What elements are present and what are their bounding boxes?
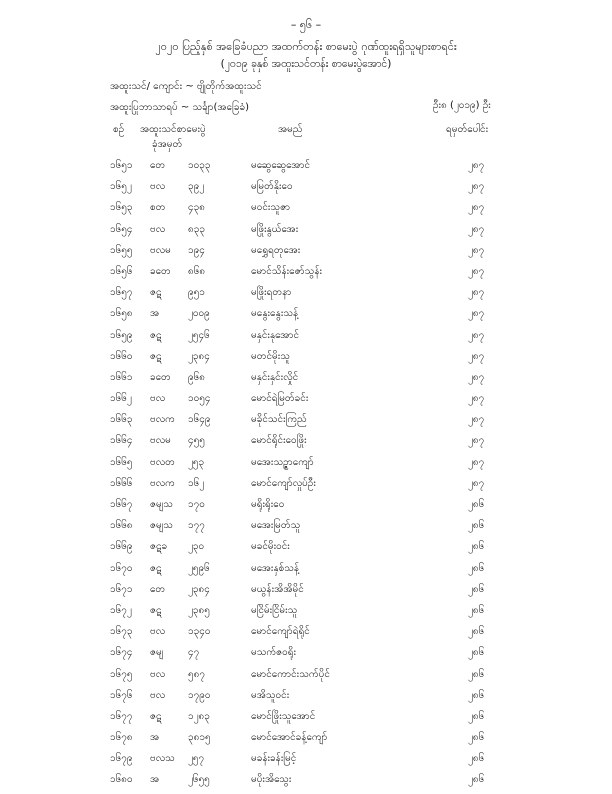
table-row [0, 624, 612, 645]
exam-number: ၄၃၈ [188, 202, 205, 214]
exam-number: ၁၇၀ [188, 499, 205, 510]
table-row [0, 518, 612, 539]
table-row [0, 349, 612, 370]
table-row [0, 158, 612, 179]
student-name: မနှင်းနှင်းလှိုင် [251, 371, 299, 383]
exam-code: ဗလ [150, 626, 166, 638]
row-number: ၁၆၇၄ [110, 647, 133, 659]
table-row [0, 603, 612, 624]
total-marks: ၂၈၆ [468, 689, 485, 701]
row-number: ၁၆၅၄ [110, 223, 133, 235]
row-number: ၁၆၅၉ [110, 329, 133, 341]
row-number: ၁၆၅၆ [110, 265, 133, 277]
exam-number: ၂၃၈၅ [188, 604, 210, 616]
exam-code: စတ [150, 202, 166, 214]
exam-number: ၉၆၈ [188, 371, 205, 383]
exam-code: ဇဋခ [150, 541, 168, 553]
student-name: မဖြိုးရတနာ [251, 287, 292, 299]
student-name: မအေးနှစ်သန့် [251, 562, 300, 574]
column-header-exam-line2: ခုံအမှတ် [152, 139, 183, 150]
student-name: မပိုးအိသွေး [251, 774, 292, 786]
student-name: မောင်ကောင်းသက်ပိုင် [251, 668, 330, 680]
exam-number: ၉၅၁ [188, 287, 205, 299]
table-row [0, 222, 612, 243]
exam-code: ဗလမ [150, 244, 171, 256]
exam-number: ၁၆၄၉ [188, 414, 211, 426]
column-header-exam-line1: အထူးသင်စာမေးပွဲ [140, 124, 206, 135]
total-marks: ၂၈၆ [468, 774, 485, 786]
student-name: မယွန်းအိအိမိုင် [251, 583, 304, 595]
student-name: မောင်သိန်းဇော်သွန်း [251, 265, 323, 277]
total-marks: ၂၈၆ [468, 626, 485, 638]
student-name: မအေးသဉ္ဇာကျော် [251, 456, 314, 468]
exam-number: ၂၆၅၅ [188, 774, 210, 786]
results-list [0, 158, 612, 794]
table-row [0, 476, 612, 497]
row-number: ၁၆၆၃ [110, 414, 133, 426]
column-header-marks: ရမှတ်ပေါင်း [446, 124, 489, 135]
row-number: ၁၆၇၇ [110, 710, 133, 722]
table-row [0, 561, 612, 582]
row-number: ၁၆၆၀ [110, 350, 133, 362]
exam-code: ဗလက [150, 414, 175, 426]
total-marks: ၂၈၇ [468, 160, 485, 171]
exam-number: ၂၅၄၆ [188, 329, 210, 341]
total-marks: ၂၈၆ [468, 753, 485, 765]
total-marks: ၂၈၇ [468, 265, 485, 277]
exam-number: ၂၅၇ [188, 753, 205, 765]
total-marks: ၂၈၇ [468, 477, 485, 489]
total-marks: ၂၈၆ [468, 647, 485, 659]
row-number: ၁၆၆၁ [110, 371, 133, 383]
table-row [0, 772, 612, 793]
total-marks: ၂၈၇ [468, 371, 485, 383]
column-header-name: အမည် [278, 124, 303, 135]
total-marks: ၂၈၆ [468, 499, 485, 510]
exam-number: ၁၃၄၀ [188, 626, 211, 638]
table-row [0, 243, 612, 264]
table-row [0, 328, 612, 349]
exam-number: ၁၉၄ [188, 244, 205, 256]
student-name: မဆွေဆွေအောင် [251, 160, 311, 171]
student-name: မသက်ဇဝရိုး [251, 647, 297, 659]
school-line: အထူးသင်/ ကျောင်း ~ ဗျိုတိုက်အထူးသင် [110, 81, 262, 92]
student-name: မမြတ်နိုးဝေ [251, 181, 293, 193]
page-number: – ၅၆ – [290, 18, 322, 31]
exam-number: ၁၇၇ [188, 520, 205, 532]
total-marks: ၂၈၇ [468, 350, 485, 362]
student-name: မနွေးနွေးသန့် [251, 308, 299, 320]
row-number: ၁၆၆၇ [110, 499, 133, 510]
total-marks: ၂၈၆ [468, 562, 485, 574]
exam-number: ၄၇ [188, 647, 200, 659]
subject-line: အထူးပြုဘာသာရပ် ~ သင်္ချာ(အခြေခံ) [110, 102, 249, 113]
row-number: ၁၆၇၁ [110, 583, 133, 595]
table-row [0, 412, 612, 433]
row-number: ၁၆၈၀ [110, 774, 133, 786]
exam-number: ၅၈၇ [188, 668, 205, 680]
total-marks: ၂၈၆ [468, 520, 485, 532]
row-number: ၁၆၆၆ [110, 477, 133, 489]
total-marks: ၂၈၇ [468, 202, 485, 214]
exam-number: ၃၈၁၅ [188, 732, 211, 744]
exam-code: ဗလတ [150, 456, 175, 468]
table-row [0, 751, 612, 772]
exam-number: ၂၅၃ [188, 456, 205, 468]
total-marks: ၂၈၆ [468, 583, 485, 595]
row-number: ၁၆၇၀ [110, 562, 133, 574]
table-row [0, 539, 612, 560]
exam-code: ခတေ [150, 265, 171, 277]
exam-code: ဇမျသ [150, 520, 173, 532]
exam-code: ဗလ [150, 668, 166, 680]
student-name: မဝင်းသူဇာ [251, 202, 291, 214]
table-row [0, 688, 612, 709]
exam-number: ၈၆၈ [188, 265, 206, 277]
exam-code: ဗလ [150, 689, 166, 701]
table-row [0, 370, 612, 391]
row-number: ၁၆၆၈ [110, 520, 133, 532]
table-row [0, 645, 612, 666]
student-name: မရွှေရတုအေး [251, 244, 301, 256]
row-number: ၁၆၆၉ [110, 541, 133, 553]
student-name: မောင်ကျော်လှုပ်ဦး [251, 477, 316, 489]
table-row [0, 582, 612, 603]
student-name: မခန်းခန်းမြင့် [251, 753, 297, 765]
exam-code: ဇဋ [150, 329, 162, 341]
row-number: ၁၆၆၂ [110, 393, 132, 405]
total-marks: ၂၈၇ [468, 435, 485, 447]
student-name: မောင်ရိုင်းဝေဖြိုး [251, 435, 307, 447]
table-row [0, 497, 612, 518]
exam-number: ၄၅၅ [188, 435, 205, 447]
table-row [0, 433, 612, 454]
row-number: ၁၆၅၅ [110, 244, 133, 256]
row-number: ၁၆၇၉ [110, 753, 133, 765]
student-name: မောင်အောင်ခန့်ကျော် [251, 732, 328, 744]
exam-code: တေ [150, 583, 166, 595]
exam-number: ၈၃၃ [188, 223, 205, 235]
exam-number: ၁၂၈၃ [188, 710, 210, 722]
row-number: ၁၆၇၈ [110, 732, 133, 744]
table-row [0, 667, 612, 688]
exam-number: ၁၇၉၀ [188, 689, 211, 701]
total-marks: ၂၈၇ [468, 414, 485, 426]
exam-code: တေ [150, 160, 166, 171]
exam-number: ၂၅၉၆ [188, 562, 210, 574]
exam-code: ဗလ [150, 393, 166, 405]
total-marks: ၂၈၇ [468, 287, 485, 299]
student-name: မရိုးရိုးဝေ [251, 499, 285, 510]
row-number: ၁၆၅၈ [110, 308, 133, 320]
student-name: မအိသူဝင်း [251, 689, 290, 701]
table-row [0, 730, 612, 751]
student-name: မအေးမြတ်သူ [251, 520, 301, 532]
total-marks: ၂၈၇ [468, 181, 485, 193]
total-marks: ၂၈၇ [468, 223, 485, 235]
total-marks: ၂၈၇ [468, 308, 485, 320]
exam-code: ဗလက [150, 477, 175, 489]
total-marks: ၂၈၆ [468, 710, 485, 722]
student-name: မခိုင်သင်းကြည် [251, 414, 307, 426]
exam-number: ၂၃၈၄ [188, 350, 210, 362]
exam-code: ဗလသ [150, 753, 175, 765]
exam-number: ၁၀၅၄ [188, 393, 211, 405]
total-marks: ၂၈၆ [468, 668, 485, 680]
student-name: မနှင်းနုအောင် [251, 329, 300, 341]
total-marks: ၂၈၇ [468, 393, 485, 405]
table-row [0, 709, 612, 730]
table-row [0, 306, 612, 327]
row-number: ၁၆၇၅ [110, 668, 133, 680]
exam-code: ဇမျ [150, 647, 164, 659]
row-number: ၁၆၇၃ [110, 626, 133, 638]
row-number: ၁၆၅၂ [110, 181, 132, 193]
student-name: မတင်မိုးသူ [251, 350, 290, 362]
student-name: မောင်ကျော်ရဲရိုင် [251, 626, 310, 638]
exam-code: ဇဋ [150, 287, 162, 299]
exam-code: ဇဋ [150, 562, 162, 574]
row-number: ၁၆၇၆ [110, 689, 133, 701]
total-marks: ၂၈၇ [468, 244, 485, 256]
row-number: ၁၆၅၁ [110, 160, 133, 171]
row-number: ၁၆၆၅ [110, 456, 133, 468]
exam-code: ခတေ [150, 371, 171, 383]
exam-code: အ [150, 732, 160, 744]
table-row [0, 200, 612, 221]
exam-number: ၂၃၀ [188, 541, 205, 553]
total-marks: ၂၈၇ [468, 456, 485, 468]
exam-code: အ [150, 308, 160, 320]
column-header-no: စဉ် [113, 124, 125, 135]
student-name: မောင်ဖြိုးသူအောင် [251, 710, 316, 722]
student-name: မဖြိုးနွယ်အေး [251, 223, 299, 235]
exam-number: ၂၀၀၉ [188, 308, 210, 320]
exam-code: အ [150, 774, 160, 786]
table-row [0, 285, 612, 306]
total-marks: ၂၈၇ [468, 329, 485, 341]
table-row [0, 455, 612, 476]
count-line: ဦး၈ (၂၀၁၉) ဦး [433, 100, 491, 111]
document-subtitle: (၂၀၁၉ ခုနှစ် အထူးသင်တန်း စာမေးပွဲအောင်) [220, 58, 392, 70]
exam-code: ဗလ [150, 181, 166, 193]
student-name: မခင်မိုးဝင်း [251, 541, 290, 553]
exam-number: ၂၃၈၄ [188, 583, 210, 595]
exam-number: ၁၀၃၃ [188, 160, 211, 171]
exam-code: ဇဋ [150, 710, 162, 722]
student-name: မောင်ရဲမြတ်ခင်း [251, 393, 309, 405]
row-number: ၁၆၅၃ [110, 202, 133, 214]
row-number: ၁၆၆၄ [110, 435, 133, 447]
total-marks: ၂၈၆ [468, 732, 485, 744]
exam-number: ၁၆၂ [188, 477, 205, 489]
total-marks: ၂၈၆ [468, 604, 485, 616]
row-number: ၁၆၅၇ [110, 287, 133, 299]
exam-code: ဗလမ [150, 435, 171, 447]
document-title: ၂၀၂၀ ပြည့်နှစ် အခြေခံပညာ အထက်တန်း စာမေးပွဲ ဂုဏ်ထူးရရှိသူများစာရင်း [155, 40, 457, 53]
row-number: ၁၆၇၂ [110, 604, 132, 616]
exam-code: ဇမျသ [150, 499, 173, 510]
table-row [0, 264, 612, 285]
total-marks: ၂၈၆ [468, 541, 485, 553]
table-row [0, 179, 612, 200]
exam-code: ဇဋ [150, 350, 162, 362]
student-name: မငြိမ်းငြိမ်းသူ [251, 604, 298, 616]
exam-number: ၃၉၂ [188, 181, 205, 193]
table-row [0, 391, 612, 412]
exam-code: ဇဋ [150, 604, 162, 616]
exam-code: ဗလ [150, 223, 166, 235]
